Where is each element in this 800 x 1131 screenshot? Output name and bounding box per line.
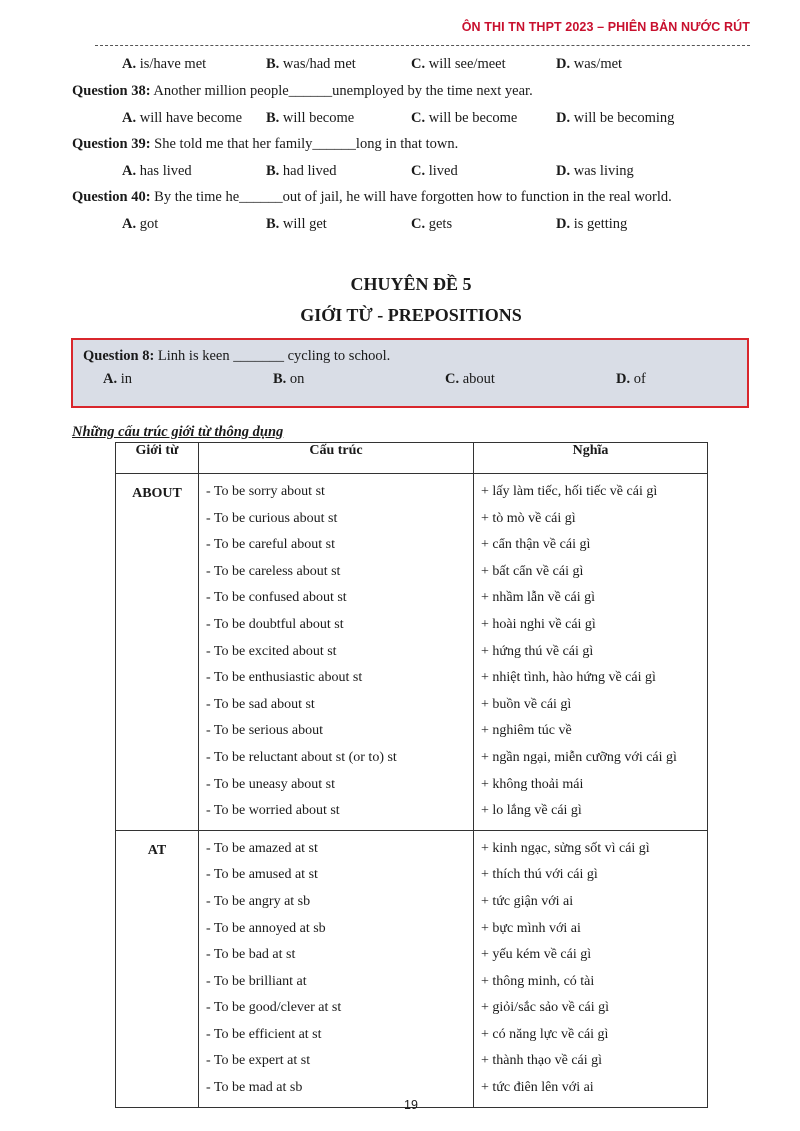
header-title: ÔN THI TN THPT 2023 – PHIÊN BẢN NƯỚC RÚT: [461, 20, 750, 34]
table-header-row: [116, 443, 708, 474]
structure-cell: [199, 474, 474, 831]
option-c: C. about: [445, 371, 495, 387]
meaning-item: + hứng thú về cái gì: [481, 643, 594, 659]
meaning-item: + hoài nghi về cái gì: [481, 616, 596, 632]
structure-item: - To be reluctant about st (or to) st: [206, 749, 397, 765]
option-b: B. was/had met: [266, 56, 356, 72]
meaning-item: + cẩn thận về cái gì: [481, 537, 591, 553]
preposition-cell: AT: [116, 830, 199, 1107]
meaning-item: + có năng lực về cái gì: [481, 1026, 609, 1042]
structure-item: - To be angry at sb: [206, 893, 311, 909]
structure-item: - To be good/clever at st: [206, 1000, 342, 1016]
structure-item: - To be confused about st: [206, 590, 347, 606]
meaning-item: + buồn về cái gì: [481, 696, 572, 712]
option-d: D. is getting: [556, 216, 628, 232]
meaning-cell: [474, 830, 708, 1107]
meaning-item: + tức giận với ai: [481, 893, 574, 909]
meaning-item: + bực mình với ai: [481, 920, 581, 936]
meaning-item: + thành thạo về cái gì: [481, 1053, 603, 1069]
meaning-item: + lấy làm tiếc, hối tiếc về cái gì: [481, 484, 658, 499]
preposition-cell: ABOUT: [116, 474, 199, 831]
option-c: C. lived: [411, 163, 458, 179]
header-divider: [95, 45, 750, 46]
meaning-item: + lo lắng về cái gì: [481, 803, 582, 819]
meaning-item: + thông minh, có tài: [481, 973, 595, 989]
meaning-item: + nghiêm túc về: [481, 723, 572, 739]
structure-item: - To be careful about st: [206, 537, 335, 553]
structure-item: - To be enthusiastic about st: [206, 670, 363, 686]
prepositions-table: [115, 442, 708, 1108]
meaning-item: + nhầm lẫn về cái gì: [481, 590, 596, 606]
header-structure: Cấu trúc: [199, 443, 474, 474]
option-c: C. will see/meet: [411, 56, 506, 72]
structure-item: - To be amazed at st: [206, 840, 318, 856]
option-b: B. on: [273, 371, 305, 387]
meaning-item: + nhiệt tình, hào hứng về cái gì: [481, 670, 656, 686]
option-a: A. in: [103, 371, 133, 387]
question-40: Question 40: By the time he______out of jail, he will have forgotten how to function in the real world.: [72, 189, 672, 205]
structure-item: - To be bad at st: [206, 947, 296, 963]
option-a: A. has lived: [122, 163, 192, 179]
structure-item: - To be serious about: [206, 723, 323, 739]
table-caption: Những cấu trúc giới từ thông dụng: [72, 424, 284, 440]
section-subtitle: GIỚI TỪ - PREPOSITIONS: [300, 305, 522, 325]
structure-item: - To be doubtful about st: [206, 616, 344, 632]
question-39: Question 39: She told me that her family______long in that town.: [72, 136, 459, 152]
page-number: 19: [404, 1098, 418, 1112]
option-b: B. will become: [266, 110, 355, 126]
structure-item: - To be curious about st: [206, 510, 338, 526]
header-preposition: Giới từ: [116, 443, 199, 474]
option-d: D. was living: [556, 163, 634, 179]
table-row: [116, 474, 708, 831]
structure-item: - To be mad at sb: [206, 1080, 303, 1096]
option-b: B. will get: [266, 216, 327, 232]
structure-item: - To be sorry about st: [206, 484, 325, 499]
meaning-item: + bất cẩn về cái gì: [481, 563, 584, 579]
option-c: C. will be become: [411, 110, 518, 126]
meaning-item: + tức điên lên với ai: [481, 1080, 594, 1096]
example-question: Question 8: Linh is keen _______ cycling to school.: [83, 348, 391, 364]
structure-item: - To be brilliant at: [206, 973, 307, 989]
structure-item: - To be excited about st: [206, 643, 337, 659]
option-a: A. is/have met: [122, 56, 207, 72]
example-question-box: [71, 338, 749, 408]
meaning-item: + giỏi/sắc sảo về cái gì: [481, 1000, 610, 1016]
structure-item: - To be amused at st: [206, 867, 318, 883]
option-d: D. was/met: [556, 56, 623, 72]
option-c: C. gets: [411, 216, 453, 232]
question-38: Question 38: Another million people______unemployed by the time next year.: [72, 83, 533, 99]
structure-item: - To be worried about st: [206, 803, 340, 819]
meaning-item: + không thoải mái: [481, 776, 584, 792]
option-d: D. will be becoming: [556, 110, 675, 126]
table-row: [116, 830, 708, 1107]
structure-cell: [199, 830, 474, 1107]
section-title: CHUYÊN ĐỀ 5: [350, 274, 472, 294]
meaning-item: + ngần ngại, miễn cưỡng với cái gì: [481, 749, 677, 765]
option-d: D. of: [616, 371, 646, 387]
structure-item: - To be annoyed at sb: [206, 920, 326, 936]
option-a: A. got: [122, 216, 159, 232]
meaning-item: + yếu kém về cái gì: [481, 947, 592, 963]
structure-item: - To be careless about st: [206, 563, 341, 579]
meaning-item: + thích thú với cái gì: [481, 867, 598, 883]
option-a: A. will have become: [122, 110, 242, 126]
meaning-item: + kinh ngạc, sửng sốt vì cái gì: [481, 840, 650, 856]
structure-item: - To be efficient at st: [206, 1026, 322, 1042]
header-meaning: Nghĩa: [474, 443, 708, 474]
meaning-cell: [474, 474, 708, 831]
structure-item: - To be uneasy about st: [206, 776, 336, 792]
structure-item: - To be sad about st: [206, 696, 315, 712]
option-b: B. had lived: [266, 163, 337, 179]
structure-item: - To be expert at st: [206, 1053, 311, 1069]
meaning-item: + tò mò về cái gì: [481, 510, 576, 526]
